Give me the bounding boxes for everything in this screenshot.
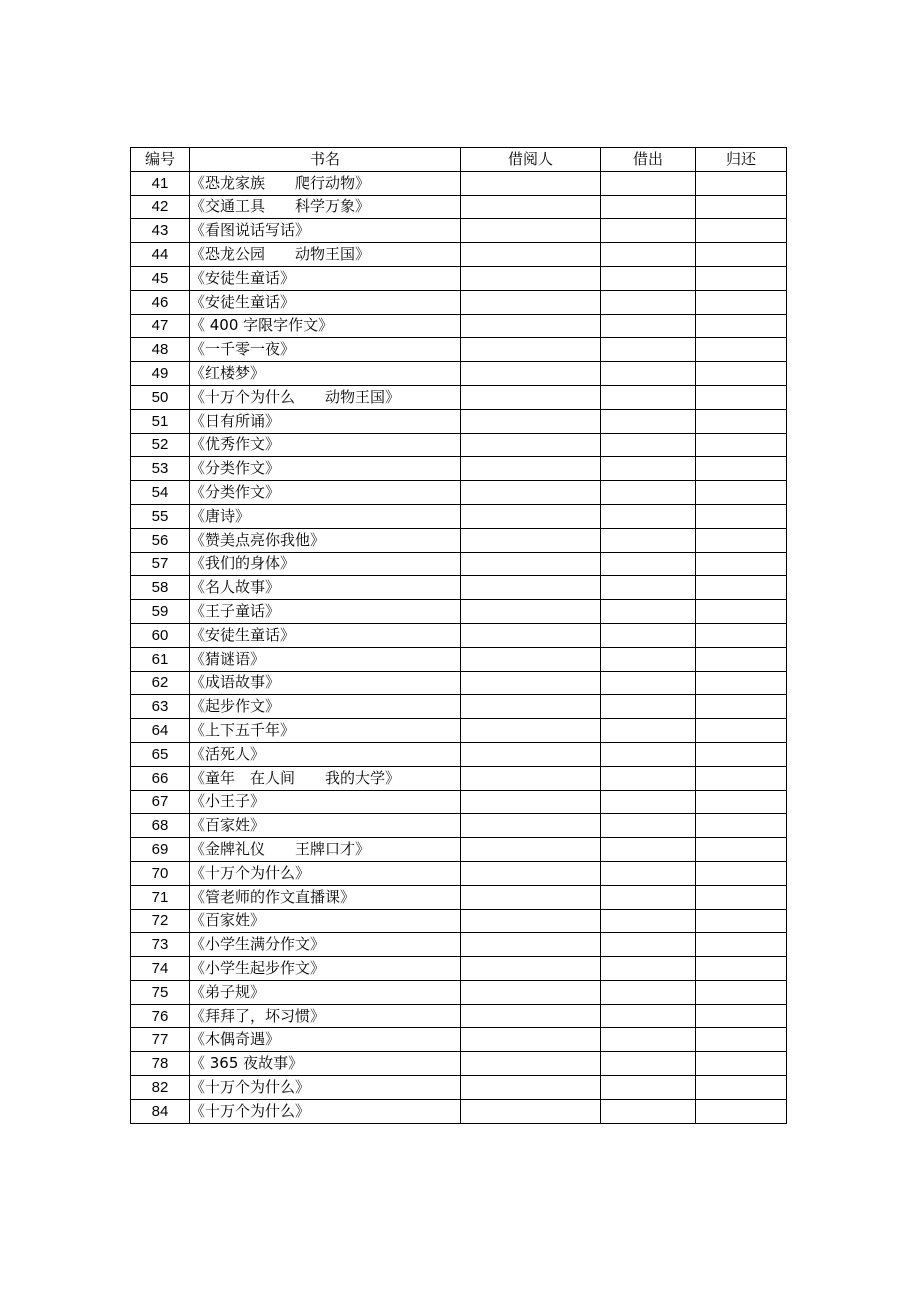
book-title-cell: 《安徒生童话》 bbox=[190, 266, 461, 290]
header-number: 编号 bbox=[131, 148, 190, 172]
borrower-cell bbox=[461, 885, 601, 909]
table-row bbox=[131, 457, 787, 481]
borrower-cell bbox=[461, 195, 601, 219]
returned-cell bbox=[696, 671, 787, 695]
table-row bbox=[131, 576, 787, 600]
returned-cell bbox=[696, 980, 787, 1004]
table-row bbox=[131, 338, 787, 362]
book-title-cell: 《十万个为什么》 bbox=[190, 1076, 461, 1100]
returned-cell bbox=[696, 528, 787, 552]
table-row bbox=[131, 219, 787, 243]
borrower-cell bbox=[461, 433, 601, 457]
lent-out-cell bbox=[601, 600, 696, 624]
book-title-cell: 《一千零一夜》 bbox=[190, 338, 461, 362]
book-number-cell: 61 bbox=[131, 647, 190, 671]
book-number-cell: 71 bbox=[131, 885, 190, 909]
table-row bbox=[131, 1028, 787, 1052]
book-title-cell: 《起步作文》 bbox=[190, 695, 461, 719]
returned-cell bbox=[696, 219, 787, 243]
book-number-cell: 72 bbox=[131, 909, 190, 933]
table-row bbox=[131, 671, 787, 695]
lent-out-cell bbox=[601, 528, 696, 552]
borrower-cell bbox=[461, 385, 601, 409]
returned-cell bbox=[696, 647, 787, 671]
returned-cell bbox=[696, 433, 787, 457]
book-number-cell: 45 bbox=[131, 266, 190, 290]
borrower-cell bbox=[461, 957, 601, 981]
borrower-cell bbox=[461, 338, 601, 362]
book-title-cell: 《恐龙家族 爬行动物》 bbox=[190, 171, 461, 195]
book-title-cell: 《安徒生童话》 bbox=[190, 623, 461, 647]
returned-cell bbox=[696, 576, 787, 600]
borrower-cell bbox=[461, 623, 601, 647]
returned-cell bbox=[696, 195, 787, 219]
book-title-cell: 《恐龙公园 动物王国》 bbox=[190, 243, 461, 267]
returned-cell bbox=[696, 314, 787, 338]
returned-cell bbox=[696, 290, 787, 314]
returned-cell bbox=[696, 1076, 787, 1100]
book-number-cell: 77 bbox=[131, 1028, 190, 1052]
book-title-cell: 《 365 夜故事》 bbox=[190, 1052, 461, 1076]
returned-cell bbox=[696, 481, 787, 505]
book-number-cell: 65 bbox=[131, 742, 190, 766]
returned-cell bbox=[696, 933, 787, 957]
book-title-cell: 《分类作文》 bbox=[190, 457, 461, 481]
returned-cell bbox=[696, 885, 787, 909]
table-row bbox=[131, 1099, 787, 1123]
returned-cell bbox=[696, 362, 787, 386]
borrower-cell bbox=[461, 171, 601, 195]
lent-out-cell bbox=[601, 671, 696, 695]
returned-cell bbox=[696, 1099, 787, 1123]
header-borrower: 借阅人 bbox=[461, 148, 601, 172]
book-number-cell: 59 bbox=[131, 600, 190, 624]
book-number-cell: 70 bbox=[131, 861, 190, 885]
book-title-cell: 《小学生起步作文》 bbox=[190, 957, 461, 981]
book-title-cell: 《活死人》 bbox=[190, 742, 461, 766]
table-row bbox=[131, 552, 787, 576]
book-title-cell: 《日有所诵》 bbox=[190, 409, 461, 433]
book-number-cell: 62 bbox=[131, 671, 190, 695]
table-row bbox=[131, 433, 787, 457]
table-row bbox=[131, 861, 787, 885]
book-number-cell: 57 bbox=[131, 552, 190, 576]
borrower-cell bbox=[461, 528, 601, 552]
lent-out-cell bbox=[601, 481, 696, 505]
lent-out-cell bbox=[601, 195, 696, 219]
book-lending-table bbox=[130, 147, 787, 1124]
returned-cell bbox=[696, 719, 787, 743]
table-row bbox=[131, 528, 787, 552]
returned-cell bbox=[696, 1052, 787, 1076]
book-title-cell: 《 400 字限字作文》 bbox=[190, 314, 461, 338]
table-row bbox=[131, 195, 787, 219]
borrower-cell bbox=[461, 243, 601, 267]
returned-cell bbox=[696, 1028, 787, 1052]
book-title-cell: 《唐诗》 bbox=[190, 504, 461, 528]
table-row bbox=[131, 885, 787, 909]
book-number-cell: 84 bbox=[131, 1099, 190, 1123]
table-row bbox=[131, 171, 787, 195]
lent-out-cell bbox=[601, 243, 696, 267]
table-row bbox=[131, 314, 787, 338]
borrower-cell bbox=[461, 719, 601, 743]
lent-out-cell bbox=[601, 290, 696, 314]
returned-cell bbox=[696, 790, 787, 814]
lent-out-cell bbox=[601, 1028, 696, 1052]
borrower-cell bbox=[461, 600, 601, 624]
table-row bbox=[131, 838, 787, 862]
returned-cell bbox=[696, 909, 787, 933]
borrower-cell bbox=[461, 1076, 601, 1100]
borrower-cell bbox=[461, 742, 601, 766]
borrower-cell bbox=[461, 504, 601, 528]
borrower-cell bbox=[461, 576, 601, 600]
table-row bbox=[131, 695, 787, 719]
header-returned: 归还 bbox=[696, 148, 787, 172]
returned-cell bbox=[696, 695, 787, 719]
lent-out-cell bbox=[601, 623, 696, 647]
book-title-cell: 《上下五千年》 bbox=[190, 719, 461, 743]
table-row bbox=[131, 719, 787, 743]
lent-out-cell bbox=[601, 957, 696, 981]
lent-out-cell bbox=[601, 219, 696, 243]
lent-out-cell bbox=[601, 433, 696, 457]
book-title-cell: 《十万个为什么 动物王国》 bbox=[190, 385, 461, 409]
table-row bbox=[131, 933, 787, 957]
book-number-cell: 44 bbox=[131, 243, 190, 267]
returned-cell bbox=[696, 861, 787, 885]
borrower-cell bbox=[461, 1052, 601, 1076]
lent-out-cell bbox=[601, 338, 696, 362]
book-number-cell: 42 bbox=[131, 195, 190, 219]
borrower-cell bbox=[461, 362, 601, 386]
lent-out-cell bbox=[601, 838, 696, 862]
lent-out-cell bbox=[601, 504, 696, 528]
table-row bbox=[131, 623, 787, 647]
lent-out-cell bbox=[601, 1052, 696, 1076]
header-lent-out: 借出 bbox=[601, 148, 696, 172]
lent-out-cell bbox=[601, 1004, 696, 1028]
lent-out-cell bbox=[601, 457, 696, 481]
header-row bbox=[131, 148, 787, 172]
lent-out-cell bbox=[601, 980, 696, 1004]
table-row bbox=[131, 290, 787, 314]
returned-cell bbox=[696, 409, 787, 433]
book-number-cell: 56 bbox=[131, 528, 190, 552]
lent-out-cell bbox=[601, 885, 696, 909]
borrower-cell bbox=[461, 219, 601, 243]
lent-out-cell bbox=[601, 362, 696, 386]
borrower-cell bbox=[461, 766, 601, 790]
book-title-cell: 《红楼梦》 bbox=[190, 362, 461, 386]
book-title-cell: 《看图说话写话》 bbox=[190, 219, 461, 243]
book-title-cell: 《金牌礼仪 王牌口才》 bbox=[190, 838, 461, 862]
book-title-cell: 《优秀作文》 bbox=[190, 433, 461, 457]
borrower-cell bbox=[461, 790, 601, 814]
lent-out-cell bbox=[601, 552, 696, 576]
book-number-cell: 52 bbox=[131, 433, 190, 457]
lent-out-cell bbox=[601, 385, 696, 409]
book-title-cell: 《成语故事》 bbox=[190, 671, 461, 695]
borrower-cell bbox=[461, 814, 601, 838]
borrower-cell bbox=[461, 909, 601, 933]
returned-cell bbox=[696, 504, 787, 528]
lent-out-cell bbox=[601, 719, 696, 743]
book-number-cell: 63 bbox=[131, 695, 190, 719]
table-row bbox=[131, 742, 787, 766]
lent-out-cell bbox=[601, 314, 696, 338]
book-title-cell: 《交通工具 科学万象》 bbox=[190, 195, 461, 219]
book-title-cell: 《百家姓》 bbox=[190, 909, 461, 933]
returned-cell bbox=[696, 385, 787, 409]
table-row bbox=[131, 1076, 787, 1100]
returned-cell bbox=[696, 171, 787, 195]
returned-cell bbox=[696, 457, 787, 481]
table-row bbox=[131, 647, 787, 671]
borrower-cell bbox=[461, 647, 601, 671]
book-number-cell: 76 bbox=[131, 1004, 190, 1028]
returned-cell bbox=[696, 623, 787, 647]
book-number-cell: 46 bbox=[131, 290, 190, 314]
book-title-cell: 《安徒生童话》 bbox=[190, 290, 461, 314]
table-row bbox=[131, 1004, 787, 1028]
borrower-cell bbox=[461, 838, 601, 862]
book-number-cell: 53 bbox=[131, 457, 190, 481]
book-title-cell: 《我们的身体》 bbox=[190, 552, 461, 576]
returned-cell bbox=[696, 957, 787, 981]
book-number-cell: 68 bbox=[131, 814, 190, 838]
book-title-cell: 《木偶奇遇》 bbox=[190, 1028, 461, 1052]
lent-out-cell bbox=[601, 409, 696, 433]
borrower-cell bbox=[461, 409, 601, 433]
lent-out-cell bbox=[601, 790, 696, 814]
book-number-cell: 48 bbox=[131, 338, 190, 362]
book-number-cell: 58 bbox=[131, 576, 190, 600]
returned-cell bbox=[696, 243, 787, 267]
returned-cell bbox=[696, 338, 787, 362]
returned-cell bbox=[696, 552, 787, 576]
lent-out-cell bbox=[601, 766, 696, 790]
book-number-cell: 75 bbox=[131, 980, 190, 1004]
book-title-cell: 《小王子》 bbox=[190, 790, 461, 814]
book-title-cell: 《管老师的作文直播课》 bbox=[190, 885, 461, 909]
book-number-cell: 41 bbox=[131, 171, 190, 195]
book-title-cell: 《童年 在人间 我的大学》 bbox=[190, 766, 461, 790]
returned-cell bbox=[696, 742, 787, 766]
book-title-cell: 《小学生满分作文》 bbox=[190, 933, 461, 957]
table-row bbox=[131, 1052, 787, 1076]
lent-out-cell bbox=[601, 814, 696, 838]
borrower-cell bbox=[461, 695, 601, 719]
book-title-cell: 《弟子规》 bbox=[190, 980, 461, 1004]
returned-cell bbox=[696, 814, 787, 838]
borrower-cell bbox=[461, 1028, 601, 1052]
returned-cell bbox=[696, 838, 787, 862]
table-row bbox=[131, 266, 787, 290]
table-row bbox=[131, 481, 787, 505]
book-number-cell: 47 bbox=[131, 314, 190, 338]
book-number-cell: 55 bbox=[131, 504, 190, 528]
book-title-cell: 《百家姓》 bbox=[190, 814, 461, 838]
book-number-cell: 54 bbox=[131, 481, 190, 505]
table-row bbox=[131, 243, 787, 267]
table-row bbox=[131, 504, 787, 528]
table-row bbox=[131, 766, 787, 790]
book-number-cell: 67 bbox=[131, 790, 190, 814]
book-number-cell: 50 bbox=[131, 385, 190, 409]
returned-cell bbox=[696, 266, 787, 290]
lent-out-cell bbox=[601, 576, 696, 600]
lent-out-cell bbox=[601, 171, 696, 195]
table-row bbox=[131, 790, 787, 814]
borrower-cell bbox=[461, 861, 601, 885]
lent-out-cell bbox=[601, 647, 696, 671]
book-number-cell: 43 bbox=[131, 219, 190, 243]
borrower-cell bbox=[461, 1004, 601, 1028]
book-title-cell: 《王子童话》 bbox=[190, 600, 461, 624]
book-number-cell: 66 bbox=[131, 766, 190, 790]
book-number-cell: 78 bbox=[131, 1052, 190, 1076]
book-number-cell: 49 bbox=[131, 362, 190, 386]
table-row bbox=[131, 814, 787, 838]
book-number-cell: 69 bbox=[131, 838, 190, 862]
lent-out-cell bbox=[601, 742, 696, 766]
borrower-cell bbox=[461, 290, 601, 314]
lent-out-cell bbox=[601, 909, 696, 933]
borrower-cell bbox=[461, 552, 601, 576]
book-title-cell: 《十万个为什么》 bbox=[190, 861, 461, 885]
book-title-cell: 《猜谜语》 bbox=[190, 647, 461, 671]
lent-out-cell bbox=[601, 1076, 696, 1100]
book-number-cell: 60 bbox=[131, 623, 190, 647]
lent-out-cell bbox=[601, 695, 696, 719]
book-title-cell: 《十万个为什么》 bbox=[190, 1099, 461, 1123]
borrower-cell bbox=[461, 980, 601, 1004]
table-row bbox=[131, 600, 787, 624]
book-title-cell: 《名人故事》 bbox=[190, 576, 461, 600]
table-row bbox=[131, 409, 787, 433]
lent-out-cell bbox=[601, 861, 696, 885]
table-row bbox=[131, 362, 787, 386]
lent-out-cell bbox=[601, 266, 696, 290]
borrower-cell bbox=[461, 457, 601, 481]
book-number-cell: 74 bbox=[131, 957, 190, 981]
borrower-cell bbox=[461, 1099, 601, 1123]
table-row bbox=[131, 385, 787, 409]
book-title-cell: 《赞美点亮你我他》 bbox=[190, 528, 461, 552]
borrower-cell bbox=[461, 933, 601, 957]
borrower-cell bbox=[461, 314, 601, 338]
borrower-cell bbox=[461, 671, 601, 695]
lent-out-cell bbox=[601, 1099, 696, 1123]
header-book-title: 书名 bbox=[190, 148, 461, 172]
book-number-cell: 51 bbox=[131, 409, 190, 433]
table-row bbox=[131, 980, 787, 1004]
borrower-cell bbox=[461, 481, 601, 505]
book-number-cell: 64 bbox=[131, 719, 190, 743]
table-row bbox=[131, 957, 787, 981]
borrower-cell bbox=[461, 266, 601, 290]
book-title-cell: 《拜拜了，坏习惯》 bbox=[190, 1004, 461, 1028]
book-number-cell: 73 bbox=[131, 933, 190, 957]
book-title-cell: 《分类作文》 bbox=[190, 481, 461, 505]
returned-cell bbox=[696, 600, 787, 624]
lent-out-cell bbox=[601, 933, 696, 957]
returned-cell bbox=[696, 766, 787, 790]
book-number-cell: 82 bbox=[131, 1076, 190, 1100]
returned-cell bbox=[696, 1004, 787, 1028]
table-row bbox=[131, 909, 787, 933]
